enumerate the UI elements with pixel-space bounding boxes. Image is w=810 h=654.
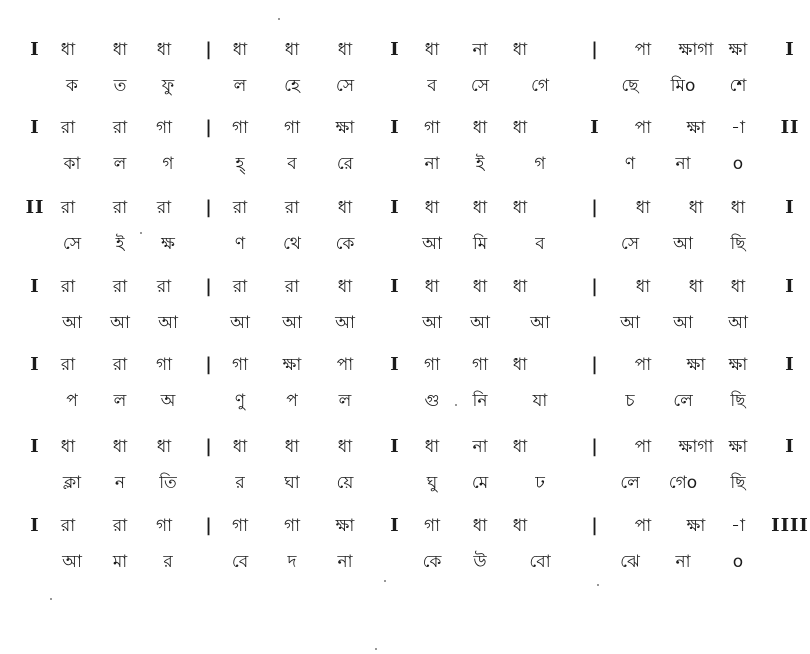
lyric-syllable: ক [66, 76, 78, 96]
swar-note: ধা [635, 277, 651, 297]
bar-line: | [205, 117, 213, 138]
lyric-line [0, 313, 810, 349]
bar-line: I [390, 436, 400, 457]
bar-line: | [205, 197, 213, 218]
swar-note: ধা [512, 277, 528, 297]
lyric-syllable: লে [673, 391, 693, 411]
swar-note: গা [155, 516, 173, 536]
lyric-syllable: কে [335, 234, 355, 254]
lyric-syllable: ছে [621, 76, 639, 96]
scan-speck [384, 580, 386, 582]
bar-line: I [590, 117, 600, 138]
bar-line: | [205, 436, 213, 457]
lyric-syllable: ঝে [620, 552, 640, 572]
lyric-syllable: রে [336, 154, 354, 174]
swar-note: রা [156, 277, 172, 297]
lyric-syllable: আ [62, 313, 82, 333]
lyric-syllable: চ [625, 391, 635, 411]
swar-note: ধা [512, 118, 528, 138]
bar-line: | [591, 436, 599, 457]
swar-note: গা [231, 516, 249, 536]
lyric-syllable: গু [424, 391, 440, 411]
swar-note: রা [60, 198, 76, 218]
swar-note: রা [232, 198, 248, 218]
lyric-syllable: সে [335, 76, 355, 96]
swar-line [0, 198, 810, 234]
lyric-syllable: শে [729, 76, 747, 96]
bar-line: | [205, 354, 213, 375]
swar-note: ধা [424, 277, 440, 297]
lyric-syllable: o [732, 154, 744, 174]
swar-line [0, 277, 810, 313]
bar-line: I [785, 39, 795, 60]
swar-note: ক্ষা [728, 355, 748, 375]
lyric-syllable: লে [620, 473, 640, 493]
lyric-syllable: সে [620, 234, 640, 254]
swar-line [0, 437, 810, 473]
lyric-syllable: আ [62, 552, 82, 572]
lyric-syllable: তি [159, 473, 177, 493]
swar-note: ধা [156, 40, 172, 60]
bar-line: I [390, 39, 400, 60]
lyric-syllable: ল [113, 391, 127, 411]
swar-note: -া [731, 516, 745, 536]
scan-speck [278, 18, 280, 20]
lyric-syllable: ব [427, 76, 437, 96]
swar-note: গা [155, 355, 173, 375]
swar-note: ধা [112, 40, 128, 60]
swar-note: ক্ষা [335, 118, 355, 138]
lyric-line [0, 552, 810, 588]
swar-note: ধা [232, 437, 248, 457]
lyric-syllable: আ [673, 313, 693, 333]
lyric-syllable: বো [529, 552, 551, 572]
lyric-syllable: আ [282, 313, 302, 333]
swar-note: ধা [472, 118, 488, 138]
scan-speck [455, 404, 457, 406]
swar-note: ক্ষাগা [678, 437, 714, 457]
swar-note: ধা [512, 355, 528, 375]
lyric-syllable: না [337, 552, 353, 572]
bar-line: | [591, 197, 599, 218]
swar-note: গা [155, 118, 173, 138]
lyric-syllable: গেo [668, 473, 698, 493]
lyric-syllable: প [286, 391, 298, 411]
lyric-syllable: আ [470, 313, 490, 333]
lyric-syllable: ক্ষ [161, 234, 175, 254]
swar-note: রা [232, 277, 248, 297]
lyric-syllable: হে [284, 76, 300, 96]
bar-line: | [205, 515, 213, 536]
lyric-syllable: উ [473, 552, 487, 572]
lyric-syllable: ব [287, 154, 297, 174]
lyric-syllable: মে [471, 473, 489, 493]
swar-note: পা [336, 355, 354, 375]
swar-note: রা [60, 277, 76, 297]
swar-note: ধা [730, 277, 746, 297]
lyric-syllable: না [424, 154, 440, 174]
lyric-syllable: গে [530, 76, 550, 96]
swar-note: পা [634, 118, 652, 138]
lyric-syllable: ক্লা [62, 473, 82, 493]
bar-line: I [390, 276, 400, 297]
lyric-syllable: আ [422, 313, 442, 333]
bar-line: I [30, 354, 40, 375]
swar-note: ধা [512, 40, 528, 60]
bar-line: | [591, 39, 599, 60]
lyric-syllable: ল [338, 391, 352, 411]
lyric-syllable: ছি [730, 391, 746, 411]
lyric-syllable: আ [335, 313, 355, 333]
bar-line: II [25, 197, 45, 218]
lyric-syllable: আ [530, 313, 550, 333]
bar-line: I [785, 354, 795, 375]
lyric-syllable: ঢ [535, 473, 545, 493]
swar-note: ক্ষা [282, 355, 302, 375]
lyric-syllable: প [66, 391, 78, 411]
bar-line: I [390, 117, 400, 138]
lyric-syllable: গ [534, 154, 546, 174]
lyric-line [0, 76, 810, 112]
lyric-syllable: না [675, 154, 691, 174]
lyric-syllable: আ [230, 313, 250, 333]
lyric-syllable: ণ [234, 234, 246, 254]
lyric-syllable: হ্ [235, 154, 245, 174]
swar-note: ধা [60, 40, 76, 60]
bar-line: IIII [771, 515, 809, 536]
swar-note: রা [112, 355, 128, 375]
lyric-syllable: ল [113, 154, 127, 174]
swar-note: ধা [156, 437, 172, 457]
swar-note: ধা [112, 437, 128, 457]
swar-note: গা [231, 118, 249, 138]
bar-line: I [30, 39, 40, 60]
lyric-syllable: আ [620, 313, 640, 333]
bar-line: I [390, 197, 400, 218]
swar-note: ধা [635, 198, 651, 218]
lyric-syllable: নি [472, 391, 488, 411]
lyric-syllable: কা [63, 154, 81, 174]
bar-line: I [390, 354, 400, 375]
lyric-syllable: আ [728, 313, 748, 333]
bar-line: | [591, 354, 599, 375]
bar-line: I [30, 436, 40, 457]
lyric-syllable: আ [673, 234, 693, 254]
swar-note: ধা [424, 198, 440, 218]
bar-line: I [785, 197, 795, 218]
lyric-syllable: আ [110, 313, 130, 333]
lyric-syllable: আ [422, 234, 442, 254]
swar-note: ক্ষা [728, 40, 748, 60]
lyric-syllable: ণ [624, 154, 636, 174]
lyric-syllable: ণু [234, 391, 246, 411]
swar-note: রা [60, 516, 76, 536]
swar-note: রা [60, 355, 76, 375]
swar-note: রা [284, 198, 300, 218]
swar-note: ধা [688, 198, 704, 218]
swar-note: ধা [472, 198, 488, 218]
swar-note: পা [634, 437, 652, 457]
lyric-syllable: মিo [670, 76, 696, 96]
swar-note: -া [731, 118, 745, 138]
swar-note: ধা [232, 40, 248, 60]
lyric-syllable: ই [475, 154, 485, 174]
bar-line: II [780, 117, 800, 138]
swar-note: গা [423, 118, 441, 138]
lyric-line [0, 154, 810, 190]
swar-note: ধা [337, 40, 353, 60]
swar-line [0, 118, 810, 154]
swar-note: গা [283, 118, 301, 138]
swar-note: ধা [337, 437, 353, 457]
swar-note: গা [283, 516, 301, 536]
lyric-syllable: থে [283, 234, 301, 254]
bar-line: I [785, 436, 795, 457]
lyric-syllable: না [675, 552, 691, 572]
lyric-syllable: সে [470, 76, 490, 96]
scan-speck [375, 648, 377, 650]
swar-note: রা [112, 277, 128, 297]
lyric-syllable: ব [535, 234, 545, 254]
scan-speck [140, 232, 142, 234]
swar-note: রা [60, 118, 76, 138]
lyric-syllable: আ [158, 313, 178, 333]
lyric-syllable: মা [112, 552, 128, 572]
swar-note: ধা [730, 198, 746, 218]
lyric-syllable: গ [162, 154, 174, 174]
swar-note: ক্ষা [686, 516, 706, 536]
swar-note: রা [156, 198, 172, 218]
swar-line [0, 516, 810, 552]
lyric-syllable: ছি [730, 234, 746, 254]
swar-note: ক্ষা [686, 355, 706, 375]
swar-note: ক্ষা [686, 118, 706, 138]
swar-note: পা [634, 40, 652, 60]
lyric-syllable: ঘা [284, 473, 300, 493]
lyric-syllable: র [235, 473, 245, 493]
lyric-syllable: ঘু [426, 473, 438, 493]
lyric-syllable: কে [422, 552, 442, 572]
bar-line: I [30, 515, 40, 536]
lyric-syllable: ন [114, 473, 126, 493]
swar-note: ক্ষাগা [678, 40, 714, 60]
swar-note: গা [423, 355, 441, 375]
swar-note: ক্ষা [335, 516, 355, 536]
swar-note: ধা [337, 198, 353, 218]
lyric-syllable: ল [233, 76, 247, 96]
swar-note: পা [634, 355, 652, 375]
lyric-syllable: o [732, 552, 744, 572]
lyric-syllable: অ [160, 391, 176, 411]
swar-note: ধা [424, 40, 440, 60]
swar-line [0, 355, 810, 391]
lyric-line [0, 234, 810, 270]
swar-note: গা [471, 355, 489, 375]
lyric-syllable: মি [472, 234, 488, 254]
lyric-syllable: ত [113, 76, 127, 96]
swar-note: ধা [472, 516, 488, 536]
swar-note: রা [112, 516, 128, 536]
lyric-syllable: ছি [730, 473, 746, 493]
swar-note: গা [231, 355, 249, 375]
scan-speck [597, 584, 599, 586]
swar-note: গা [423, 516, 441, 536]
swar-note: না [472, 437, 488, 457]
lyric-syllable: বে [231, 552, 249, 572]
bar-line: | [205, 276, 213, 297]
lyric-syllable: য়ে [336, 473, 354, 493]
swar-note: ধা [60, 437, 76, 457]
swar-note: ধা [337, 277, 353, 297]
lyric-syllable: সে [62, 234, 82, 254]
lyric-syllable: ই [115, 234, 125, 254]
bar-line: I [785, 276, 795, 297]
bar-line: | [591, 515, 599, 536]
swar-note: ধা [512, 516, 528, 536]
swar-note: না [472, 40, 488, 60]
lyric-line [0, 473, 810, 509]
lyric-syllable: র [163, 552, 173, 572]
swar-note: ধা [284, 40, 300, 60]
swar-note: পা [634, 516, 652, 536]
swar-note: রা [112, 118, 128, 138]
bar-line: I [30, 276, 40, 297]
swar-note: ক্ষা [728, 437, 748, 457]
bar-line: I [390, 515, 400, 536]
swar-note: রা [284, 277, 300, 297]
lyric-line [0, 391, 810, 427]
swar-line [0, 40, 810, 76]
swar-note: ধা [424, 437, 440, 457]
lyric-syllable: দ [287, 552, 297, 572]
swar-note: ধা [284, 437, 300, 457]
lyric-syllable: যা [532, 391, 548, 411]
scan-speck [50, 598, 52, 600]
lyric-syllable: ফু [161, 76, 175, 96]
swar-note: ধা [472, 277, 488, 297]
swar-note: ধা [512, 198, 528, 218]
swar-note: ধা [512, 437, 528, 457]
bar-line: I [30, 117, 40, 138]
swar-note: ধা [688, 277, 704, 297]
swar-note: রা [112, 198, 128, 218]
bar-line: | [205, 39, 213, 60]
bar-line: | [591, 276, 599, 297]
